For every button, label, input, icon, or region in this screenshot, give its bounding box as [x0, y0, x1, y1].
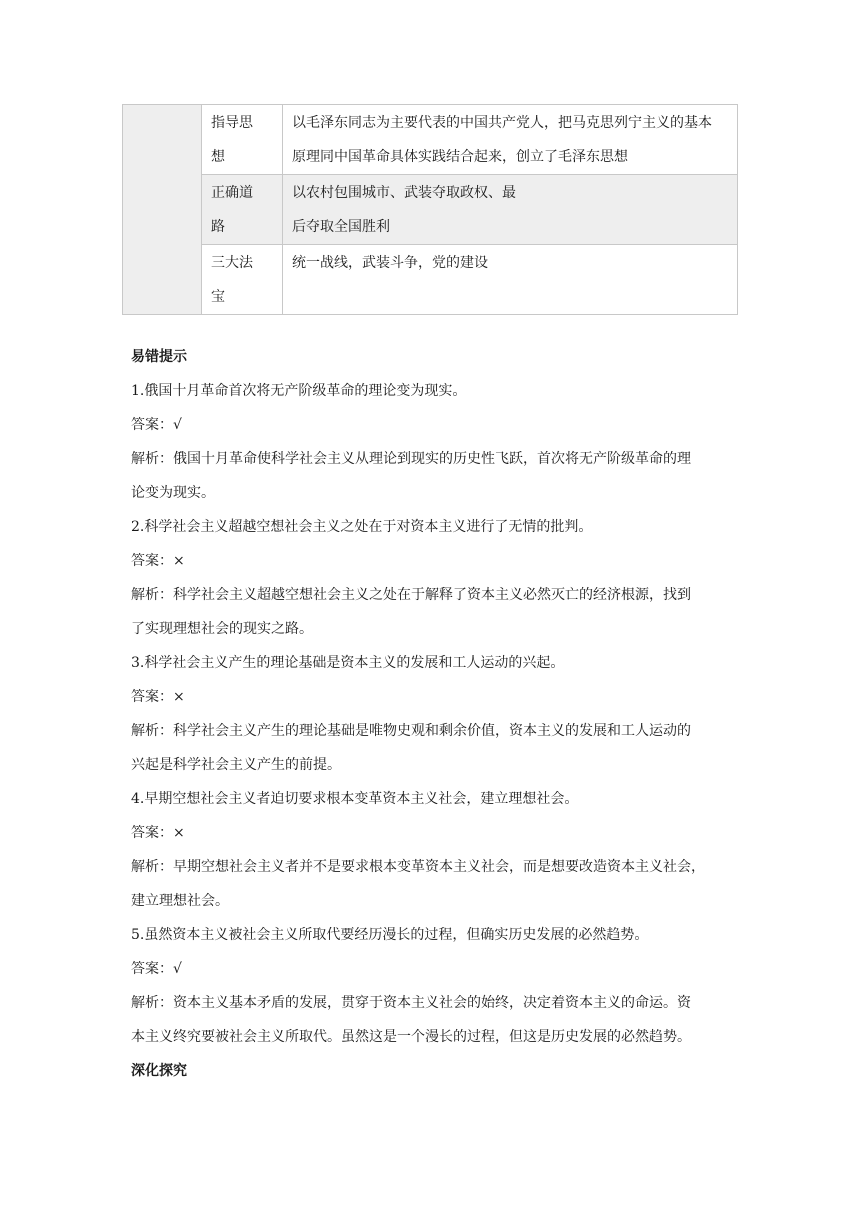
analysis-line: 论变为现实。 — [131, 485, 215, 501]
row-label-line: 想 — [211, 149, 225, 165]
list-item — [131, 510, 735, 646]
footer-section-title: 深化探究 — [131, 1063, 187, 1079]
analysis-line: 解析：早期空想社会主义者并不是要求根本变革资本主义社会，而是想要改造资本主义社会， — [131, 859, 705, 875]
row-label-cell — [202, 105, 283, 175]
table-row — [123, 245, 738, 315]
analysis-line: 解析：科学社会主义产生的理论基础是唯物史观和剩余价值，资本主义的发展和工人运动的 — [131, 723, 691, 739]
row-content-cell — [283, 175, 738, 245]
row-label-line: 宝 — [211, 289, 225, 305]
row-label-line: 指导思 — [211, 115, 253, 131]
answer-text: 答案：× — [131, 825, 185, 841]
list-item — [131, 646, 735, 782]
question-text: 2.科学社会主义超越空想社会主义之处在于对资本主义进行了无情的批判。 — [131, 519, 593, 535]
list-item — [131, 782, 735, 918]
row-content-line: 以毛泽东同志为主要代表的中国共产党人，把马克思列宁主义的基本 — [292, 115, 712, 131]
row-content-line: 后夺取全国胜利 — [292, 219, 390, 235]
row-content-line: 统一战线，武装斗争，党的建设 — [292, 255, 488, 271]
question-text: 3.科学社会主义产生的理论基础是资本主义的发展和工人运动的兴起。 — [131, 655, 565, 671]
answer-text: 答案：× — [131, 689, 185, 705]
row-label-cell — [202, 245, 283, 315]
list-item — [131, 374, 735, 510]
error-tips-section — [131, 340, 735, 1088]
table-merged-cell — [123, 105, 202, 315]
analysis-line: 解析：资本主义基本矛盾的发展，贯穿于资本主义社会的始终，决定着资本主义的命运。资 — [131, 995, 691, 1011]
question-text: 1.俄国十月革命首次将无产阶级革命的理论变为现实。 — [131, 383, 467, 399]
table-row — [123, 175, 738, 245]
list-item — [131, 918, 735, 1054]
row-content-line: 以农村包围城市、武装夺取政权、最 — [292, 185, 516, 201]
question-text: 4.早期空想社会主义者迫切要求根本变革资本主义社会，建立理想社会。 — [131, 791, 579, 807]
analysis-line: 解析：科学社会主义超越空想社会主义之处在于解释了资本主义必然灭亡的经济根源，找到 — [131, 587, 691, 603]
row-label-cell — [202, 175, 283, 245]
row-label-line: 三大法 — [211, 255, 253, 271]
analysis-line: 兴起是科学社会主义产生的前提。 — [131, 757, 341, 773]
summary-table — [122, 104, 738, 315]
answer-text: 答案：× — [131, 553, 185, 569]
row-label-line: 路 — [211, 219, 225, 235]
row-label-line: 正确道 — [211, 185, 253, 201]
section-title: 易错提示 — [131, 349, 187, 365]
analysis-line: 建立理想社会。 — [131, 893, 229, 909]
table-row — [123, 105, 738, 175]
row-content-cell — [283, 105, 738, 175]
row-content-line: 原理同中国革命具体实践结合起来，创立了毛泽东思想 — [292, 149, 628, 165]
analysis-line: 解析：俄国十月革命使科学社会主义从理论到现实的历史性飞跃，首次将无产阶级革命的理 — [131, 451, 691, 467]
row-content-cell — [283, 245, 738, 315]
answer-text: 答案：√ — [131, 417, 182, 433]
analysis-line: 了实现理想社会的现实之路。 — [131, 621, 313, 637]
analysis-line: 本主义终究要被社会主义所取代。虽然这是一个漫长的过程，但这是历史发展的必然趋势。 — [131, 1029, 691, 1045]
answer-text: 答案：√ — [131, 961, 182, 977]
question-text: 5.虽然资本主义被社会主义所取代要经历漫长的过程，但确实历史发展的必然趋势。 — [131, 927, 649, 943]
